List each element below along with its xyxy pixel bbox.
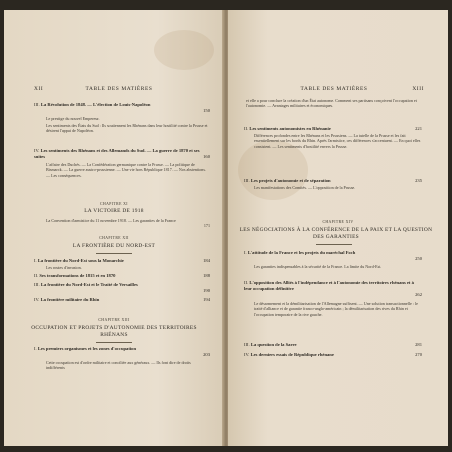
entry-roman: I.	[34, 346, 37, 351]
right-running-head: TABLE DES MATIÈRES	[300, 86, 368, 92]
divider	[96, 342, 132, 343]
chapter-title: LA FRONTIÈRE DU NORD-EST	[72, 243, 156, 249]
entry-roman: I.	[34, 258, 37, 263]
chapter-title: OCCUPATION ET PROJETS D'AUTONOMIE DES TERRITOIRES RHÉNANS	[31, 325, 197, 338]
chapter-label: CHAPITRE XIII	[98, 318, 130, 322]
entry-roman: I.	[244, 250, 247, 255]
entry-page: 281	[415, 342, 422, 347]
entry-page: 221	[415, 126, 422, 131]
entry-roman: II.	[244, 280, 249, 285]
chapter-label: CHAPITRE XIV	[322, 220, 354, 224]
entry-roman: III.	[244, 342, 250, 347]
entry-title: La question de la Sarre	[250, 342, 297, 347]
toc-entry	[34, 346, 210, 357]
entry-page: 235	[415, 178, 422, 183]
entry-title: La frontière du Nord-Est et le Traité de Versailles	[40, 282, 138, 287]
entry-page: 262	[415, 292, 422, 297]
entry-page: 150	[203, 108, 210, 113]
entry-roman: IV.	[244, 352, 250, 357]
left-page-number: XII	[34, 86, 44, 92]
toc-entry	[244, 342, 422, 348]
entry-page: 270	[415, 352, 422, 357]
toc-subentry: Les sentiments des États du Sud : Ils soutiennent les Rhénans dans leur hostilité contre la Prusse et désirent l'appui de Napoléon.	[46, 123, 208, 134]
entry-page: 190	[203, 288, 210, 293]
toc-entry	[244, 280, 422, 297]
toc-entry	[34, 258, 210, 264]
book-spread	[4, 10, 448, 446]
entry-title: La frontière du Nord-Est sous la Monarchie	[37, 258, 124, 263]
entry-title: L'attitude de la France et les projets du maréchal Foch	[247, 250, 356, 255]
toc-subentry: Les routes d'invasion.	[46, 265, 82, 270]
entry-roman: II.	[34, 273, 39, 278]
chapter-sub-text: La Convention d'armistice du 11 novembre 1918. — Les garanties de la France	[46, 218, 176, 223]
toc-subentry: Différences profondes entre les Rhénans et les Prussiens. — La tutelle de la Prusse et les fait essentiellement sur les bords du Rhin. Après l'armistice, ces différences s'accentuent. — En quoi elles consistent. — Les sentiments d'hostilité envers la Prusse.	[254, 133, 421, 149]
entry-page: 160	[203, 154, 210, 159]
toc-entry	[34, 282, 210, 293]
entry-roman: III.	[34, 282, 40, 287]
chapter-label: CHAPITRE XI	[100, 202, 128, 206]
entry-title: Les sentiments des Rhénans et des Allemands du Sud. — La guerre de 1870 et ses suites	[34, 148, 200, 159]
entry-page: 171	[203, 223, 210, 229]
toc-subentry: L'affaire des Duchés. — La Confédération germanique contre la Prusse. — La politique de Bismarck. — La guerre austro-prussienne. — Une vie hors République 1817. — Nos abstentions. — Les conséquences.	[46, 162, 206, 178]
toc-entry	[244, 178, 422, 184]
entry-title: La frontière militaire du Rhin	[40, 297, 100, 302]
entry-title: L'opposition des Alliés à l'indépendance et à l'autonomie des territoires rhénans et à leur occupation définitive	[244, 280, 414, 291]
entry-roman: III.	[34, 102, 40, 107]
entry-page: 188	[203, 273, 210, 278]
toc-subentry: Le prestige du nouvel Empereur.	[46, 116, 100, 121]
left-running-head: TABLE DES MATIÈRES	[85, 86, 153, 92]
divider	[96, 253, 132, 254]
paper-stain	[154, 30, 214, 70]
toc-subentry: Cette occupation est d'ordre militaire et conciliée aux généraux. — Ils font dire de droits indifférents	[46, 360, 191, 371]
toc-entry	[34, 297, 210, 303]
entry-title: Les derniers essais de République rhénane	[250, 352, 334, 357]
left-page	[4, 10, 224, 446]
entry-page: 194	[203, 297, 210, 302]
toc-entry	[34, 148, 210, 160]
entry-page: 203	[203, 352, 210, 357]
toc-entry	[244, 250, 422, 261]
toc-entry	[34, 102, 210, 113]
toc-subentry	[46, 218, 210, 229]
entry-title: Les projets d'autonomie et de séparation	[250, 178, 331, 183]
toc-entry	[244, 126, 422, 132]
toc-entry	[244, 352, 422, 358]
entry-page: 250	[415, 256, 422, 261]
entry-title: La Révolution de 1848. — L'élection de Louis-Napoléon	[40, 102, 151, 107]
right-page-number: XIII	[412, 86, 424, 92]
entry-roman: III.	[244, 178, 250, 183]
entry-roman: IV.	[34, 148, 40, 153]
chapter-title: LES NÉGOCIATIONS À LA CONFÉRENCE DE LA PAIX ET LA QUESTION DES GARANTIES	[239, 227, 433, 240]
divider	[316, 244, 352, 245]
toc-subentry: et elle a pour conclure la création d'un État autonome. Comment ses partisans conçoivent l'occupation et l'autonomie. — Avantages militaires et économiques.	[246, 98, 417, 109]
toc-subentry: Le désarmement et la démilitarisation de l'Allemagne suffisent. — Une solution transactionnelle : le traité d'alliance et de garantie franco-anglo-américain ; la démilitarisation des rives du Rhin et l'occupation temporaire de la rive gauche.	[254, 301, 418, 317]
right-page	[228, 10, 448, 446]
entry-roman: IV.	[34, 297, 40, 302]
toc-subentry: Les manifestations des Comités. — L'opposition de la Prusse.	[254, 185, 356, 190]
chapter-label: CHAPITRE XII	[99, 236, 129, 240]
toc-entry	[34, 273, 210, 279]
entry-title: Les premiers organismes et les zones d'occupation	[37, 346, 137, 351]
toc-subentry: Les garanties indispensables à la sécurité de la France. La limite du Nord-Est.	[254, 264, 382, 269]
entry-page: 184	[203, 258, 210, 263]
entry-title: Les sentiments autonomistes en Rhénanie	[249, 126, 331, 131]
entry-roman: II.	[244, 126, 249, 131]
chapter-title: LA VICTOIRE DE 1918	[84, 208, 144, 214]
entry-title: Ses transformations de 1815 et en 1870	[39, 273, 116, 278]
